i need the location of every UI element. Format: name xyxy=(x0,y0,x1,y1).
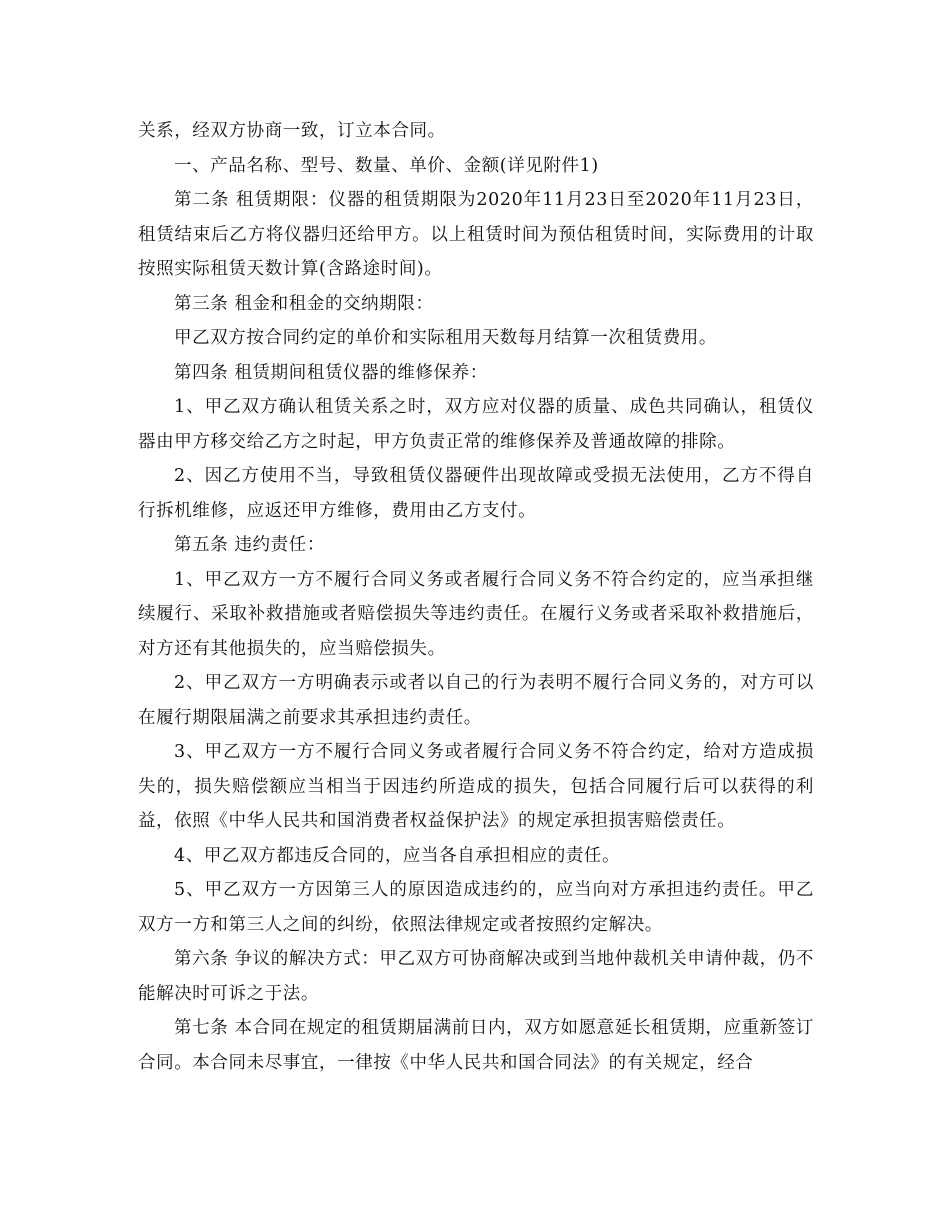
paragraph-15: 第六条 争议的解决方式：甲乙双方可协商解决或到当地仲裁机关申请仲裁，仍不能解决时可诉之于法。 xyxy=(138,949,814,1004)
paragraph-1: 关系，经双方协商一致，订立本合同。 xyxy=(138,121,446,141)
paragraph-12: 3、甲乙双方一方不履行合同义务或者履行合同义务不符合约定，给对方造成损失的，损失赔偿额应当相当于因违约所造成的损失，包括合同履行后可以获得的利益，依照《中华人民共和国消费者权益保护法》的规定承担损害赔偿责任。 xyxy=(138,742,814,831)
paragraph-5: 甲乙双方按合同约定的单价和实际租用天数每月结算一次租赁费用。 xyxy=(174,328,717,348)
paragraph-8: 2、因乙方使用不当，导致租赁仪器硬件出现故障或受损无法使用，乙方不得自行拆机维修，应返还甲方维修，费用由乙方支付。 xyxy=(138,466,814,521)
paragraph-2: 一、产品名称、型号、数量、单价、金额(详见附件1) xyxy=(174,155,599,176)
paragraph-13: 4、甲乙双方都违反合同的，应当各自承担相应的责任。 xyxy=(174,845,621,866)
paragraph-14: 5、甲乙双方一方因第三人的原因造成违约的，应当向对方承担违约责任。甲乙双方一方和第三人之间的纠纷，依照法律规定或者按照约定解决。 xyxy=(138,880,814,935)
paragraph-4: 第三条 租金和租金的交纳期限： xyxy=(174,293,434,314)
paragraph-11: 2、甲乙双方一方明确表示或者以自己的行为表明不履行合同义务的，对方可以在履行期限届满之前要求其承担违约责任。 xyxy=(138,673,814,728)
paragraph-16: 第七条 本合同在规定的租赁期届满前日内，双方如愿意延长租赁期，应重新签订合同。本合同未尽事宜，一律按《中华人民共和国合同法》的有关规定，经合 xyxy=(138,1018,814,1073)
paragraph-7: 1、甲乙双方确认租赁关系之时，双方应对仪器的质量、成色共同确认，租赁仪器由甲方移交给乙方之时起，甲方负责正常的维修保养及普通故障的排除。 xyxy=(138,397,814,452)
paragraph-10: 1、甲乙双方一方不履行合同义务或者履行合同义务不符合约定的，应当承担继续履行、采取补救措施或者赔偿损失等违约责任。在履行义务或者采取补救措施后，对方还有其他损失的，应当赔偿损失。 xyxy=(138,569,814,659)
paragraph-9: 第五条 违约责任： xyxy=(174,535,325,555)
paragraph-3: 第二条 租赁期限：仪器的租赁期限为2020年11月23日至2020年11月23日，租赁结束后乙方将仪器归还给甲方。以上租赁时间为预估租赁时间，实际费用的计取按照实际租赁天数计算(含路途时间)。 xyxy=(138,190,814,279)
paragraph-6: 第四条 租赁期间租赁仪器的维修保养： xyxy=(174,362,488,383)
document-body xyxy=(138,114,814,1080)
